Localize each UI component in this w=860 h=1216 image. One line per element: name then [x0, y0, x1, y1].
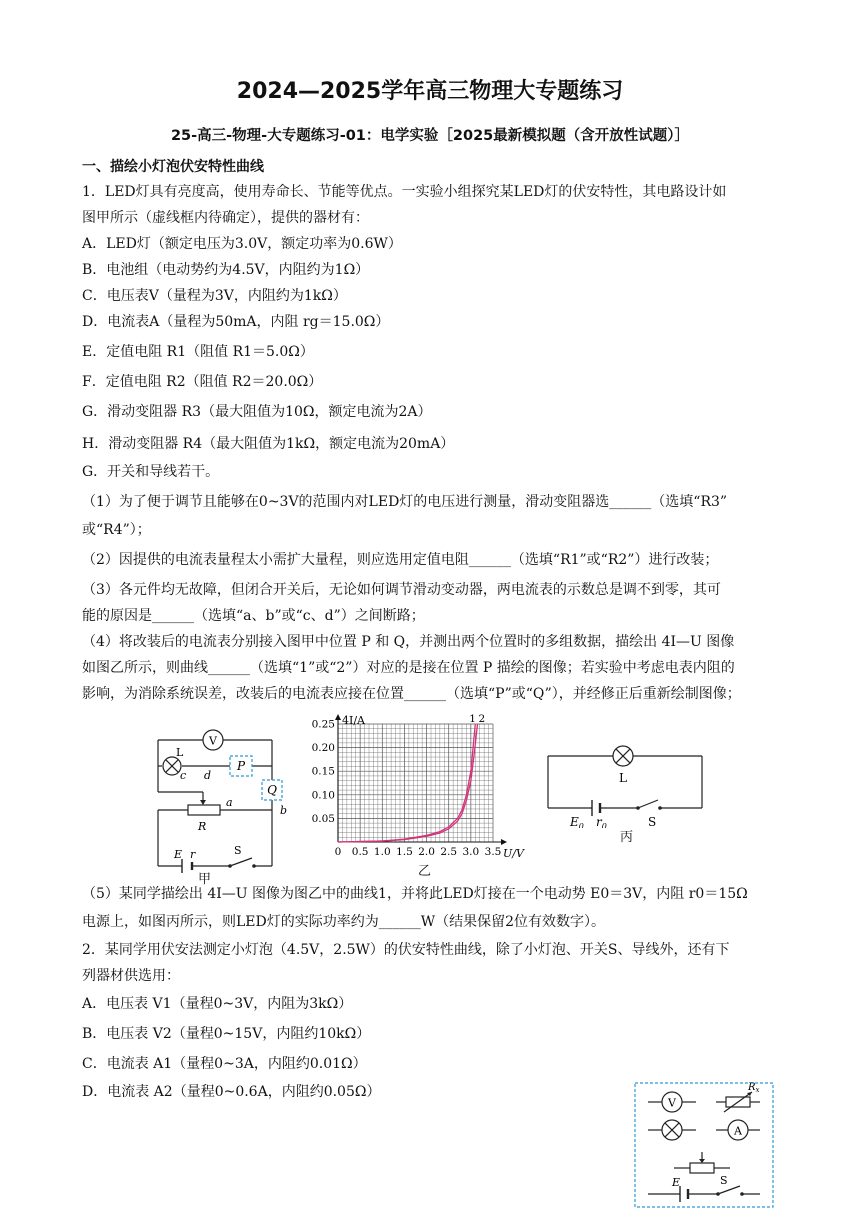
y-tick-label: 0.15 — [311, 765, 335, 778]
jia-label-L: L — [176, 746, 184, 759]
y-tick-label: 0.20 — [311, 742, 335, 755]
q1-option: H．滑动变阻器 R4（最大阻值为1kΩ，额定电流为20mA） — [82, 436, 455, 452]
circuit-diagram-bing — [540, 738, 710, 828]
chart-axes — [335, 714, 507, 845]
jia-label-P: P — [236, 759, 246, 773]
q1-sub4-line2: 如图乙所示，则曲线______（选填“1”或“2”）对应的是接在位置 P 描绘的图像；若实验中考虑电表内阻的 — [82, 660, 735, 676]
q1-sub4-line1: （4）将改装后的电流表分别接入图甲中位置 P 和 Q，并测出两个位置时的多组数据，描绘出 4I—U 图像 — [82, 634, 735, 650]
q1-stem-line2: 图甲所示（虚线框内待确定），提供的器材有： — [82, 210, 369, 226]
q1-option: B．电池组（电动势约为4.5V，内阻约为1Ω） — [82, 262, 370, 278]
caption-yi: 乙 — [418, 864, 432, 879]
jia-label-Q: Q — [267, 783, 277, 797]
jia-label-c: c — [180, 769, 187, 782]
q1-sub3-line2: 能的原因是______（选填“a、b”或“c、d”）之间断路； — [82, 608, 425, 624]
q1-option: F．定值电阻 R2（阻值 R2＝20.0Ω） — [82, 374, 323, 390]
chart-ylabel: 4I/A — [342, 714, 365, 727]
q1-sub5-line2: 电源上，如图丙所示，则LED灯的实际功率约为______W（结果保留2位有效数字）。 — [82, 914, 606, 930]
q1-option: E．定值电阻 R1（阻值 R1＝5.0Ω） — [82, 344, 314, 360]
x-axis-arrow — [501, 839, 507, 845]
q2-option: D．电流表 A2（量程0~0.6A，内阻约0.05Ω） — [82, 1084, 381, 1100]
x-tick-label: 3.5 — [484, 846, 502, 858]
jia-label-b: b — [280, 804, 288, 817]
legend-label-Rx: $R_x$ — [748, 1082, 760, 1094]
bing-label-S: S — [648, 815, 657, 828]
q1-option: G．开关和导线若干。 — [82, 464, 220, 480]
section-heading: 一、描绘小灯泡伏安特性曲线 — [82, 159, 264, 175]
jia-label-a: a — [226, 796, 233, 809]
bing-label-L: L — [619, 771, 627, 785]
y-tick-label: 0.25 — [311, 718, 335, 731]
q2-option: B．电压表 V2（量程0~15V，内阻约10kΩ） — [82, 1026, 371, 1042]
series-line-2 — [338, 724, 478, 842]
bing-label-r0: $r_0$ — [596, 815, 607, 828]
series-label-2: 2 — [478, 713, 486, 725]
q1-option: G．滑动变阻器 R3（最大阻值为10Ω，额定电流为2A） — [82, 404, 432, 420]
jia-label-S: S — [234, 844, 242, 857]
jia-label-V: V — [209, 734, 217, 748]
components-box — [634, 1082, 774, 1208]
q2-option: A．电压表 V1（量程0~3V，内阻为3kΩ） — [82, 996, 353, 1012]
q2-option: C．电流表 A1（量程0~3A，内阻约0.01Ω） — [82, 1056, 367, 1072]
legend-label-S: S — [720, 1174, 728, 1187]
x-tick-label: 2.0 — [418, 846, 435, 858]
x-tick-label: 3.0 — [462, 846, 480, 858]
y-axis-arrow — [335, 714, 341, 720]
page-subtitle: 25-高三-物理-大专题练习-01：电学实验［2025最新模拟题（含开放性试题）］ — [170, 128, 690, 144]
x-tick-label: 1.5 — [396, 846, 413, 858]
q1-stem-line1: 1．LED灯具有亮度高，使用寿命长、节能等优点。一实验小组探究某LED灯的伏安特性，其电路设计如 — [82, 184, 727, 200]
x-tick-label: 1.0 — [373, 846, 391, 858]
chart-4I-U — [300, 712, 530, 862]
chart-ticks — [312, 719, 502, 859]
q1-sub5-line1: （5）某同学描绘出 4I—U 图像为图乙中的曲线1，并将此LED灯接在一个电动势 E0＝3V，内阻 r0＝15Ω — [82, 886, 748, 902]
jia-label-R: R — [198, 820, 207, 833]
x-tick-label: 2.5 — [440, 846, 458, 858]
q1-option: D．电流表A（量程为50mA，内阻 rg＝15.0Ω） — [82, 314, 390, 330]
legend-label-V: V — [668, 1096, 676, 1110]
caption-jia: 甲 — [198, 872, 212, 887]
legend-label-A: A — [734, 1124, 742, 1138]
q1-option: A．LED灯（额定电压为3.0V，额定功率为0.6W） — [82, 236, 402, 252]
caption-bing: 丙 — [620, 830, 634, 845]
q1-sub1-line1: （1）为了便于调节且能够在0~3V的范围内对LED灯的电压进行测量，滑动变阻器选______（选填“R3” — [82, 494, 728, 510]
y-tick-label: 0.10 — [311, 789, 335, 802]
q1-option: C．电压表V（量程为3V，内阻约为1kΩ） — [82, 288, 347, 304]
series-label-1: 1 — [469, 713, 476, 725]
q2-stem-line1: 2．某同学用伏安法测定小灯泡（4.5V，2.5W）的伏安特性曲线，除了小灯泡、开关S、导线外，还有下 — [82, 942, 730, 958]
page-title: 2024—2025学年高三物理大专题练习 — [236, 79, 624, 104]
chart-xlabel: U/V — [503, 847, 524, 860]
jia-label-d: d — [204, 769, 212, 782]
circuit-diagram-jia — [148, 718, 298, 878]
q1-sub1-line2: 或“R4”）； — [82, 522, 151, 538]
y-tick-label: 0.05 — [311, 812, 335, 825]
bing-label-E0: $E_0$ — [570, 815, 584, 828]
x-tick-label: 0 — [334, 846, 342, 858]
q1-sub3-line1: （3）各元件均无故障，但闭合开关后，无论如何调节滑动变动器，两电流表的示数总是调不到零，其可 — [82, 582, 721, 598]
q1-sub2: （2）因提供的电流表量程太小需扩大量程，则应选用定值电阻______（选填“R1”或“R2”）进行改装； — [82, 552, 719, 568]
q2-stem-line2: 列器材供选用： — [82, 968, 180, 984]
q1-sub4-line3: 影响，为消除系统误差，改装后的电流表应接在位置______（选填“P”或“Q”），并经修正后重新绘制图像； — [82, 686, 741, 702]
x-tick-label: 0.5 — [351, 846, 369, 858]
jia-label-E: E — [174, 848, 183, 861]
legend-label-E: E — [672, 1176, 681, 1189]
jia-label-r: r — [190, 848, 196, 861]
